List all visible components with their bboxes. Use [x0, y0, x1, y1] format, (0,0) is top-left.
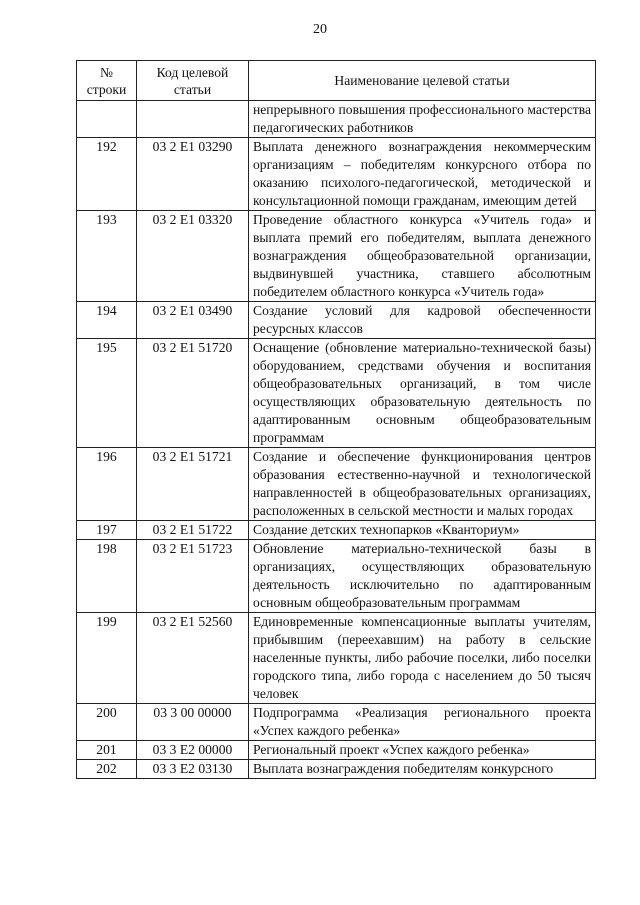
article-name: непрерывного повышения профессионального мастерства педагогических работников: [249, 101, 596, 138]
table-row: [77, 211, 596, 302]
header-article-name: Наименование целевой статьи: [249, 61, 596, 101]
article-code: 03 2 E1 51721: [137, 448, 249, 521]
article-code: 03 2 E1 51720: [137, 339, 249, 448]
article-name: Создание детских технопарков «Кванториум»: [249, 521, 596, 540]
row-number: 200: [77, 704, 137, 741]
table-row: [77, 339, 596, 448]
table-header-row: [77, 61, 596, 101]
table-row: [77, 302, 596, 339]
row-number: 192: [77, 138, 137, 211]
row-number: 197: [77, 521, 137, 540]
article-code: 03 3 E2 00000: [137, 741, 249, 760]
article-code: 03 2 E1 51723: [137, 540, 249, 613]
header-article-code: Код целевой статьи: [137, 61, 249, 101]
article-name: Региональный проект «Успех каждого ребенка»: [249, 741, 596, 760]
table-row: [77, 760, 596, 779]
table-row: [77, 704, 596, 741]
row-number: 201: [77, 741, 137, 760]
article-name: Проведение областного конкурса «Учитель года» и выплата премий его победителям, выплата денежного вознаграждения общеобразовательной организации, выдвинувшей участника, ставшего абсолютным победителем областного конкурса «Учитель года»: [249, 211, 596, 302]
table-row: [77, 521, 596, 540]
row-number: 194: [77, 302, 137, 339]
article-name: Обновление материально-технической базы в организациях, осуществляющих образовательную деятельность исключительно по адаптированным основным общеобразовательным программам: [249, 540, 596, 613]
table-row: [77, 101, 596, 138]
row-number: 198: [77, 540, 137, 613]
row-number: 199: [77, 613, 137, 704]
target-articles-table: [76, 60, 596, 779]
article-name: Выплата денежного вознаграждения некоммерческим организациям – победителям конкурсного отбора по оказанию психолого-педагогической, методической и консультационной помощи гражданам, имеющим детей: [249, 138, 596, 211]
article-name: Единовременные компенсационные выплаты учителям, прибывшим (переехавшим) на работу в сельские населенные пункты, либо рабочие поселки, либо поселки городского типа, либо города с населением до 50 тысяч человек: [249, 613, 596, 704]
article-name: Выплата вознаграждения победителям конкурсного: [249, 760, 596, 779]
row-number: 196: [77, 448, 137, 521]
article-name: Создание и обеспечение функционирования центров образования естественно-научной и технологической направленностей в общеобразовательных организациях, расположенных в сельской местности и малых городах: [249, 448, 596, 521]
table-row: [77, 138, 596, 211]
table-row: [77, 741, 596, 760]
row-number: 202: [77, 760, 137, 779]
page-number: 20: [313, 22, 327, 37]
article-code: 03 3 00 00000: [137, 704, 249, 741]
row-number: 195: [77, 339, 137, 448]
article-code: [137, 101, 249, 138]
article-name: Создание условий для кадровой обеспеченности ресурсных классов: [249, 302, 596, 339]
table-row: [77, 448, 596, 521]
article-name: Подпрограмма «Реализация регионального проекта «Успех каждого ребенка»: [249, 704, 596, 741]
article-name: Оснащение (обновление материально-технической базы) оборудованием, средствами обучения и воспитания общеобразовательных организаций, в том числе осуществляющих образовательную деятельность по адаптированным основным общеобразовательным программам: [249, 339, 596, 448]
row-number: 193: [77, 211, 137, 302]
table-row: [77, 613, 596, 704]
article-code: 03 2 E1 03290: [137, 138, 249, 211]
row-number: [77, 101, 137, 138]
article-code: 03 2 E1 51722: [137, 521, 249, 540]
article-code: 03 2 E1 03490: [137, 302, 249, 339]
table-body: [77, 101, 596, 779]
article-code: 03 2 E1 03320: [137, 211, 249, 302]
header-row-number: № строки: [77, 61, 137, 101]
table-row: [77, 540, 596, 613]
article-code: 03 2 E1 52560: [137, 613, 249, 704]
article-code: 03 3 E2 03130: [137, 760, 249, 779]
